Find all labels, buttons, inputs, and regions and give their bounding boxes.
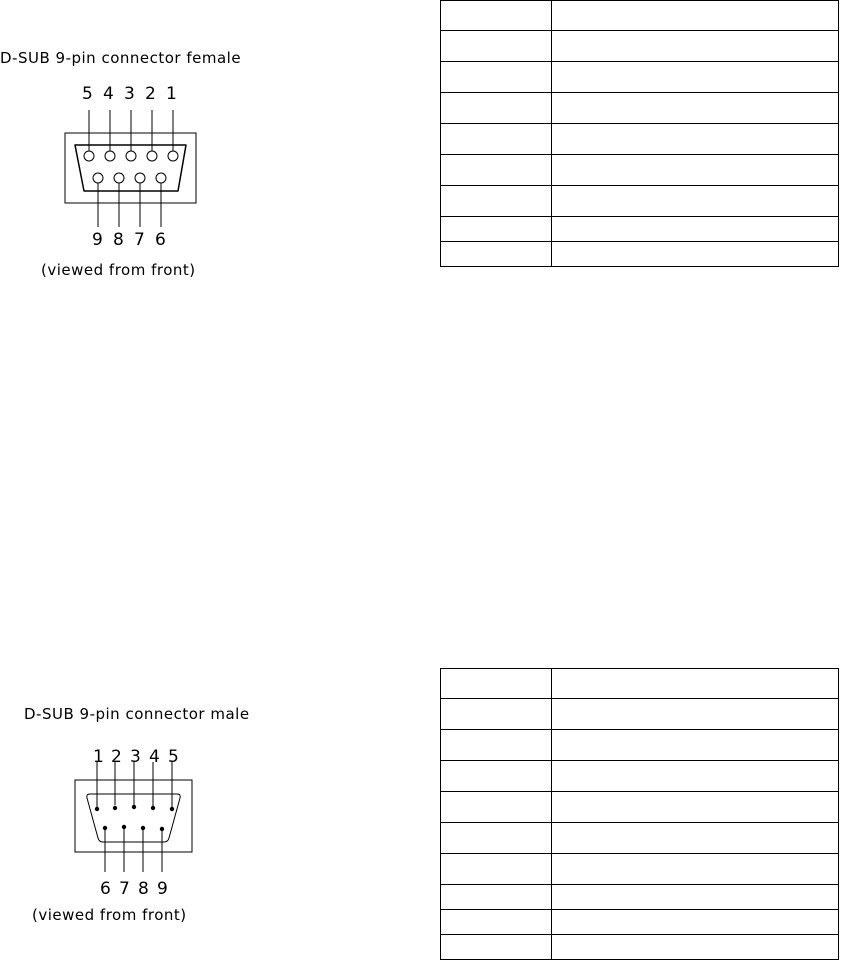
table-cell [552, 823, 839, 854]
table-row [441, 854, 839, 885]
table-cell [441, 910, 552, 935]
female-bottom-pin-label: 9 [92, 230, 103, 250]
male-bottom-labels [60, 874, 280, 904]
table-cell [441, 669, 552, 699]
table-cell [441, 885, 552, 910]
male-pin [103, 826, 107, 830]
table-cell [552, 1, 839, 31]
table-cell [552, 910, 839, 935]
table-cell [552, 93, 839, 124]
male-top-pin-label: 3 [130, 747, 141, 767]
male-pin-table [440, 668, 839, 960]
table-row [441, 217, 839, 242]
table-cell [552, 124, 839, 155]
table-row [441, 910, 839, 935]
male-pin [95, 807, 99, 811]
table-cell [552, 885, 839, 910]
table-cell [441, 62, 552, 93]
female-pin-socket [84, 151, 94, 161]
table-row [441, 823, 839, 854]
table-cell [552, 669, 839, 699]
female-bottom-labels [60, 225, 280, 265]
table-cell [441, 217, 552, 242]
table-cell [552, 62, 839, 93]
table-cell [552, 730, 839, 761]
table-cell [441, 792, 552, 823]
table-row [441, 31, 839, 62]
table-row [441, 935, 839, 960]
table-cell [552, 699, 839, 730]
table-row [441, 124, 839, 155]
table-cell [441, 93, 552, 124]
female-bottom-pin-label: 8 [113, 230, 124, 250]
table-row [441, 699, 839, 730]
female-connector-body [60, 105, 280, 245]
table-cell [552, 761, 839, 792]
table-cell [441, 699, 552, 730]
male-pin [151, 806, 155, 810]
female-top-pin-label: 4 [103, 84, 114, 104]
male-pin [170, 807, 174, 811]
table-row [441, 155, 839, 186]
table-row [441, 186, 839, 217]
male-pin [132, 805, 136, 809]
table-cell [552, 217, 839, 242]
male-pin [141, 826, 145, 830]
male-top-pin-label: 4 [149, 747, 160, 767]
table-cell [552, 186, 839, 217]
table-cell [441, 31, 552, 62]
table-row [441, 761, 839, 792]
male-bottom-pin-label: 9 [157, 879, 168, 899]
female-top-pin-label: 3 [124, 84, 135, 104]
table-row [441, 792, 839, 823]
female-pin-socket [126, 151, 136, 161]
table-cell [441, 761, 552, 792]
table-cell [441, 730, 552, 761]
male-connector-title: D-SUB 9-pin connector male [24, 705, 250, 723]
table-cell [552, 242, 839, 267]
table-cell [441, 935, 552, 960]
table-cell [552, 854, 839, 885]
table-cell [552, 935, 839, 960]
female-pin-socket [93, 173, 103, 183]
table-cell [441, 124, 552, 155]
female-top-pin-label: 1 [166, 84, 177, 104]
female-pin-socket [168, 151, 178, 161]
female-top-pin-label: 5 [82, 84, 93, 104]
female-caption: (viewed from front) [41, 261, 196, 279]
male-bottom-pin-label: 8 [138, 879, 149, 899]
male-top-pin-label: 2 [111, 747, 122, 767]
table-cell [441, 186, 552, 217]
male-top-pin-label: 1 [93, 747, 104, 767]
table-cell [441, 823, 552, 854]
female-pin-socket [147, 151, 157, 161]
table-row [441, 1, 839, 31]
table-cell [552, 31, 839, 62]
female-pin-socket [114, 173, 124, 183]
table-cell [552, 792, 839, 823]
table-row [441, 730, 839, 761]
female-pin-socket [105, 151, 115, 161]
table-cell [441, 242, 552, 267]
male-pin [160, 827, 164, 831]
female-bottom-pin-label: 7 [134, 230, 145, 250]
male-caption: (viewed from front) [32, 906, 187, 924]
table-row [441, 93, 839, 124]
female-connector-title: D-SUB 9-pin connector female [0, 49, 242, 67]
table-cell [441, 155, 552, 186]
female-pin-socket [135, 173, 145, 183]
female-bottom-pin-label: 6 [155, 230, 166, 250]
male-top-pin-label: 5 [168, 747, 179, 767]
table-row [441, 242, 839, 267]
table-row [441, 669, 839, 699]
table-row [441, 885, 839, 910]
male-bottom-pin-label: 7 [119, 879, 130, 899]
female-top-pin-label: 2 [145, 84, 156, 104]
table-cell [441, 1, 552, 31]
table-row [441, 62, 839, 93]
male-pin [113, 806, 117, 810]
table-cell [441, 854, 552, 885]
table-cell [552, 155, 839, 186]
male-pin [122, 825, 126, 829]
female-pin-table [440, 0, 839, 267]
male-bottom-pin-label: 6 [100, 879, 111, 899]
female-pin-socket [156, 173, 166, 183]
